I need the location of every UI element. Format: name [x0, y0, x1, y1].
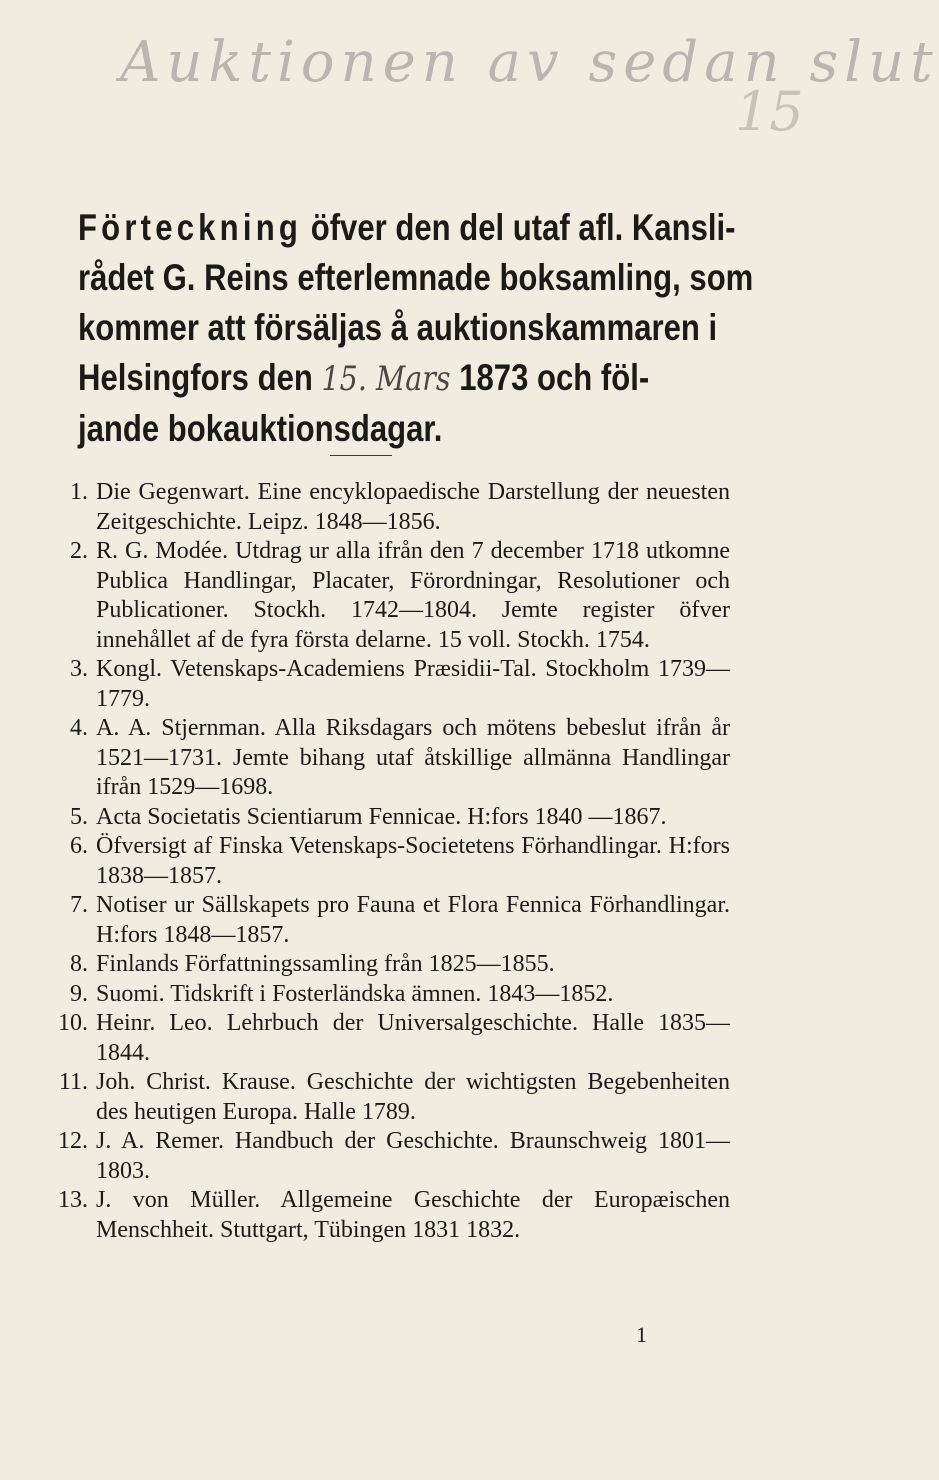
- item-number: 1.: [70, 479, 88, 505]
- list-item: [40, 891, 730, 950]
- item-text: J. von Müller. Allgemeine Geschichte der Europæischen Menschheit. Stuttgart, Tübingen 1831 1832.: [96, 1187, 730, 1243]
- title-line-4-b: 1873 och föl-: [450, 357, 650, 398]
- item-number: 10.: [58, 1010, 88, 1036]
- item-text: R. G. Modée. Utdrag ur alla ifrån den 7 december 1718 utkomne Publica Handlingar, Placater, Förordningar, Resolutioner och Publicationer. Stockh. 1742—1804. Jemte register öfver innehållet af de fyra första delarne. 15 voll. Stockh. 1754.: [96, 538, 730, 653]
- item-number: 12.: [58, 1128, 88, 1154]
- item-number: 13.: [58, 1187, 88, 1213]
- item-text: Notiser ur Sällskapets pro Fauna et Flora Fennica Förhandlingar. H:fors 1848—1857.: [96, 892, 730, 948]
- list-item: [40, 537, 730, 655]
- page-number: 1: [636, 1322, 647, 1347]
- list-item: [40, 803, 730, 833]
- item-number: 4.: [70, 715, 88, 741]
- item-text: J. A. Remer. Handbuch der Geschichte. Braunschweig 1801—1803.: [96, 1128, 730, 1184]
- item-number: 7.: [70, 892, 88, 918]
- book-list: [40, 478, 730, 1245]
- title-line-5: jande bokauktionsdagar.: [78, 408, 443, 449]
- list-item: [40, 1068, 730, 1127]
- list-item: [40, 655, 730, 714]
- title-line-1: [78, 203, 742, 253]
- item-text: Die Gegenwart. Eine encyklopaedische Darstellung der neuesten Zeitgeschichte. Leipz. 1848—1856.: [96, 479, 730, 535]
- item-number: 3.: [70, 656, 88, 682]
- item-number: 11.: [58, 1069, 88, 1095]
- list-item: [40, 1009, 730, 1068]
- handwritten-note: Auktionen av sedan slut: [120, 30, 939, 95]
- title-line-4-a: Helsingfors den: [78, 357, 322, 398]
- document-title: [78, 203, 754, 454]
- title-line-3: kommer att försäljas å auktionskammaren i: [78, 307, 718, 348]
- list-item: [40, 1186, 730, 1245]
- list-item: [40, 832, 730, 891]
- list-item: [40, 714, 730, 803]
- title-line-2: rådet G. Reins efterlemnade boksamling, som: [78, 257, 754, 298]
- handwritten-date: 15. Mars: [321, 359, 451, 399]
- divider-rule: [330, 455, 392, 456]
- item-text: Heinr. Leo. Lehrbuch der Universalgeschichte. Halle 1835—1844.: [96, 1010, 730, 1066]
- item-text: Acta Societatis Scientiarum Fennicae. H:fors 1840 —1867.: [96, 803, 667, 830]
- handwritten-page-number: 15: [735, 80, 804, 143]
- item-number: 2.: [70, 538, 88, 564]
- item-number: 9.: [70, 980, 88, 1007]
- item-number: 8.: [70, 951, 88, 977]
- item-number: 6.: [70, 833, 88, 859]
- item-number: 5.: [70, 803, 88, 830]
- item-text: A. A. Stjernman. Alla Riksdagars och mötens bebeslut ifrån år 1521—1731. Jemte bihang utaf åtskillige allmänna Handlingar ifrån 1529—1698.: [96, 715, 730, 800]
- item-text: Öfversigt af Finska Vetenskaps-Societetens Förhandlingar. H:fors 1838—1857.: [96, 833, 730, 889]
- title-first-word: Förteckning: [78, 207, 303, 248]
- list-item: [40, 980, 730, 1010]
- item-text: Kongl. Vetenskaps-Academiens Præsidii-Tal. Stockholm 1739—1779.: [96, 656, 730, 712]
- item-text: Joh. Christ. Krause. Geschichte der wichtigsten Begebenheiten des heutigen Europa. Halle 1789.: [96, 1069, 730, 1125]
- title-line-4: [78, 353, 742, 404]
- item-text: Suomi. Tidskrift i Fosterländska ämnen. 1843—1852.: [96, 980, 614, 1007]
- title-line-1-rest: öfver den del utaf afl. Kansli-: [302, 207, 736, 248]
- item-text: Finlands Författningssamling från 1825—1855.: [96, 951, 555, 977]
- list-item: [40, 478, 730, 537]
- list-item: [40, 950, 730, 980]
- list-item: [40, 1127, 730, 1186]
